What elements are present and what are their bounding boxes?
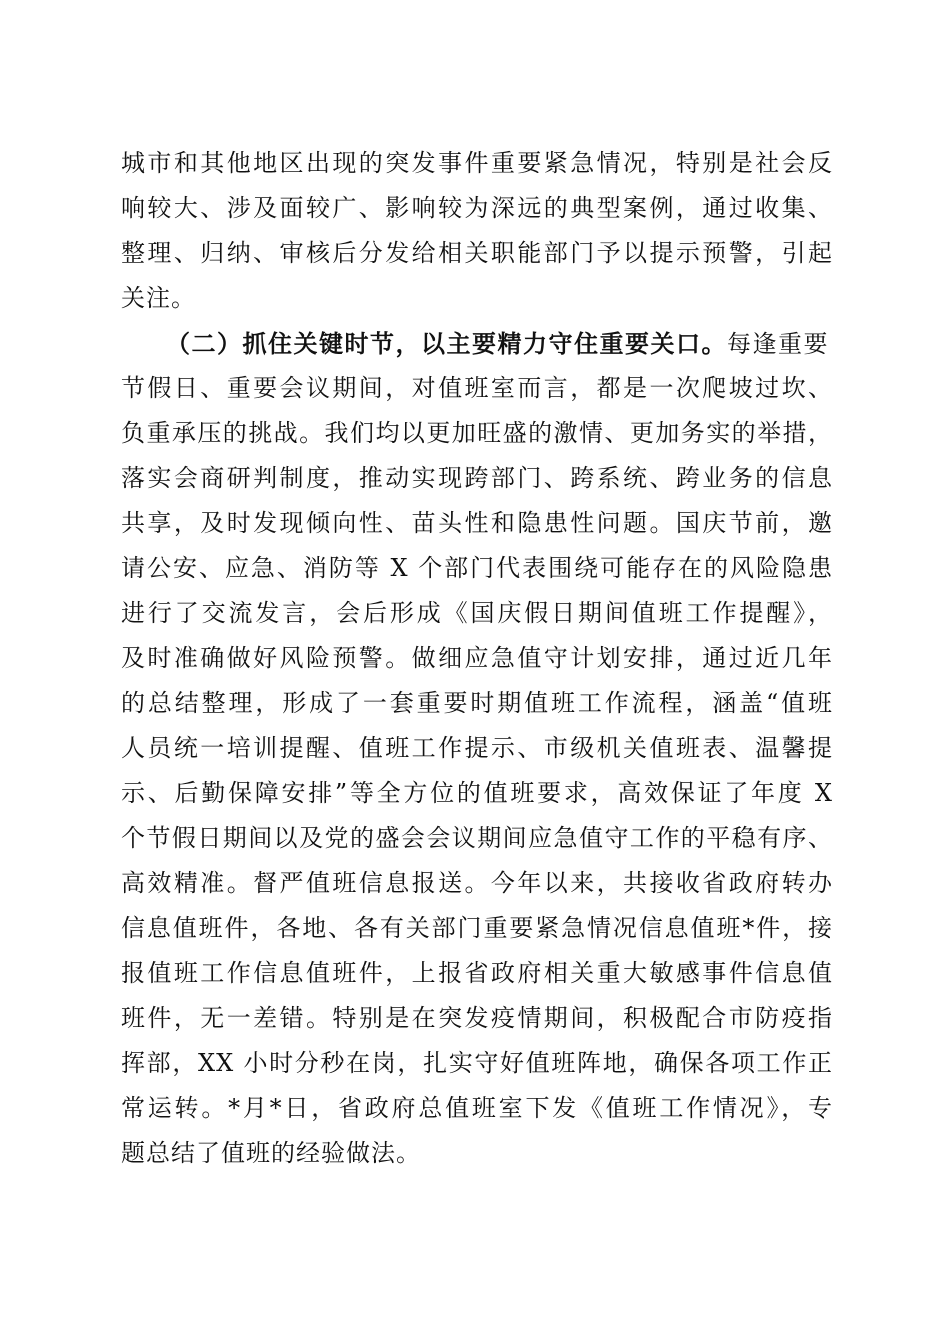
text-line: 示、后勤保障安排”等全方位的值班要求，高效保证了年度 X (121, 779, 833, 807)
text-line: 常运转。*月*日，省政府总值班室下发《值班工作情况》，专 (121, 1094, 833, 1122)
text-line: 进行了交流发言，会后形成《国庆假日期间值班工作提醒》， (121, 599, 833, 627)
text-line: 落实会商研判制度，推动实现跨部门、跨系统、跨业务的信息 (121, 464, 833, 492)
text-line: 关注。 (121, 284, 196, 312)
text-line: 响较大、涉及面较广、影响较为深远的典型案例，通过收集、 (121, 194, 833, 222)
text-line: 节假日、重要会议期间，对值班室而言，都是一次爬坡过坎、 (121, 374, 833, 402)
text-line: 人员统一培训提醒、值班工作提示、市级机关值班表、温馨提 (121, 734, 833, 762)
text-line: 挥部，XX 小时分秒在岗，扎实守好值班阵地，确保各项工作正 (121, 1049, 833, 1077)
text-line: 班件，无一差错。特别是在突发疫情期间，积极配合市防疫指 (121, 1004, 833, 1032)
text-line: 城市和其他地区出现的突发事件重要紧急情况，特别是社会反 (121, 149, 833, 177)
heading-continuation: 每逢重要 (727, 330, 829, 358)
text-line: 高效精准。督严值班信息报送。今年以来，共接收省政府转办 (121, 869, 833, 897)
text-line: 请公安、应急、消防等 X 个部门代表围绕可能存在的风险隐患 (121, 554, 833, 582)
section-heading: （二）抓住关键时节，以主要精力守住重要关口。 (166, 329, 727, 358)
text-line: 整理、归纳、审核后分发给相关职能部门予以提示预警，引起 (121, 239, 833, 267)
paragraph-2-first-line (121, 321, 833, 366)
text-line: 及时准确做好风险预警。做细应急值守计划安排，通过近几年 (121, 644, 833, 672)
text-line: 信息值班件，各地、各有关部门重要紧急情况信息值班*件，接 (121, 914, 833, 942)
paragraph-2 (121, 321, 833, 1176)
text-line: 的总结整理，形成了一套重要时期值班工作流程，涵盖“值班 (121, 689, 833, 717)
text-line: 负重承压的挑战。我们均以更加旺盛的激情、更加务实的举措， (121, 419, 833, 447)
text-line: 题总结了值班的经验做法。 (121, 1139, 421, 1167)
text-line: 共享，及时发现倾向性、苗头性和隐患性问题。国庆节前，邀 (121, 509, 833, 537)
text-line: 报值班工作信息值班件，上报省政府相关重大敏感事件信息值 (121, 959, 833, 987)
paragraph-1 (121, 141, 833, 321)
text-line: 个节假日期间以及党的盛会会议期间应急值守工作的平稳有序、 (121, 824, 833, 852)
